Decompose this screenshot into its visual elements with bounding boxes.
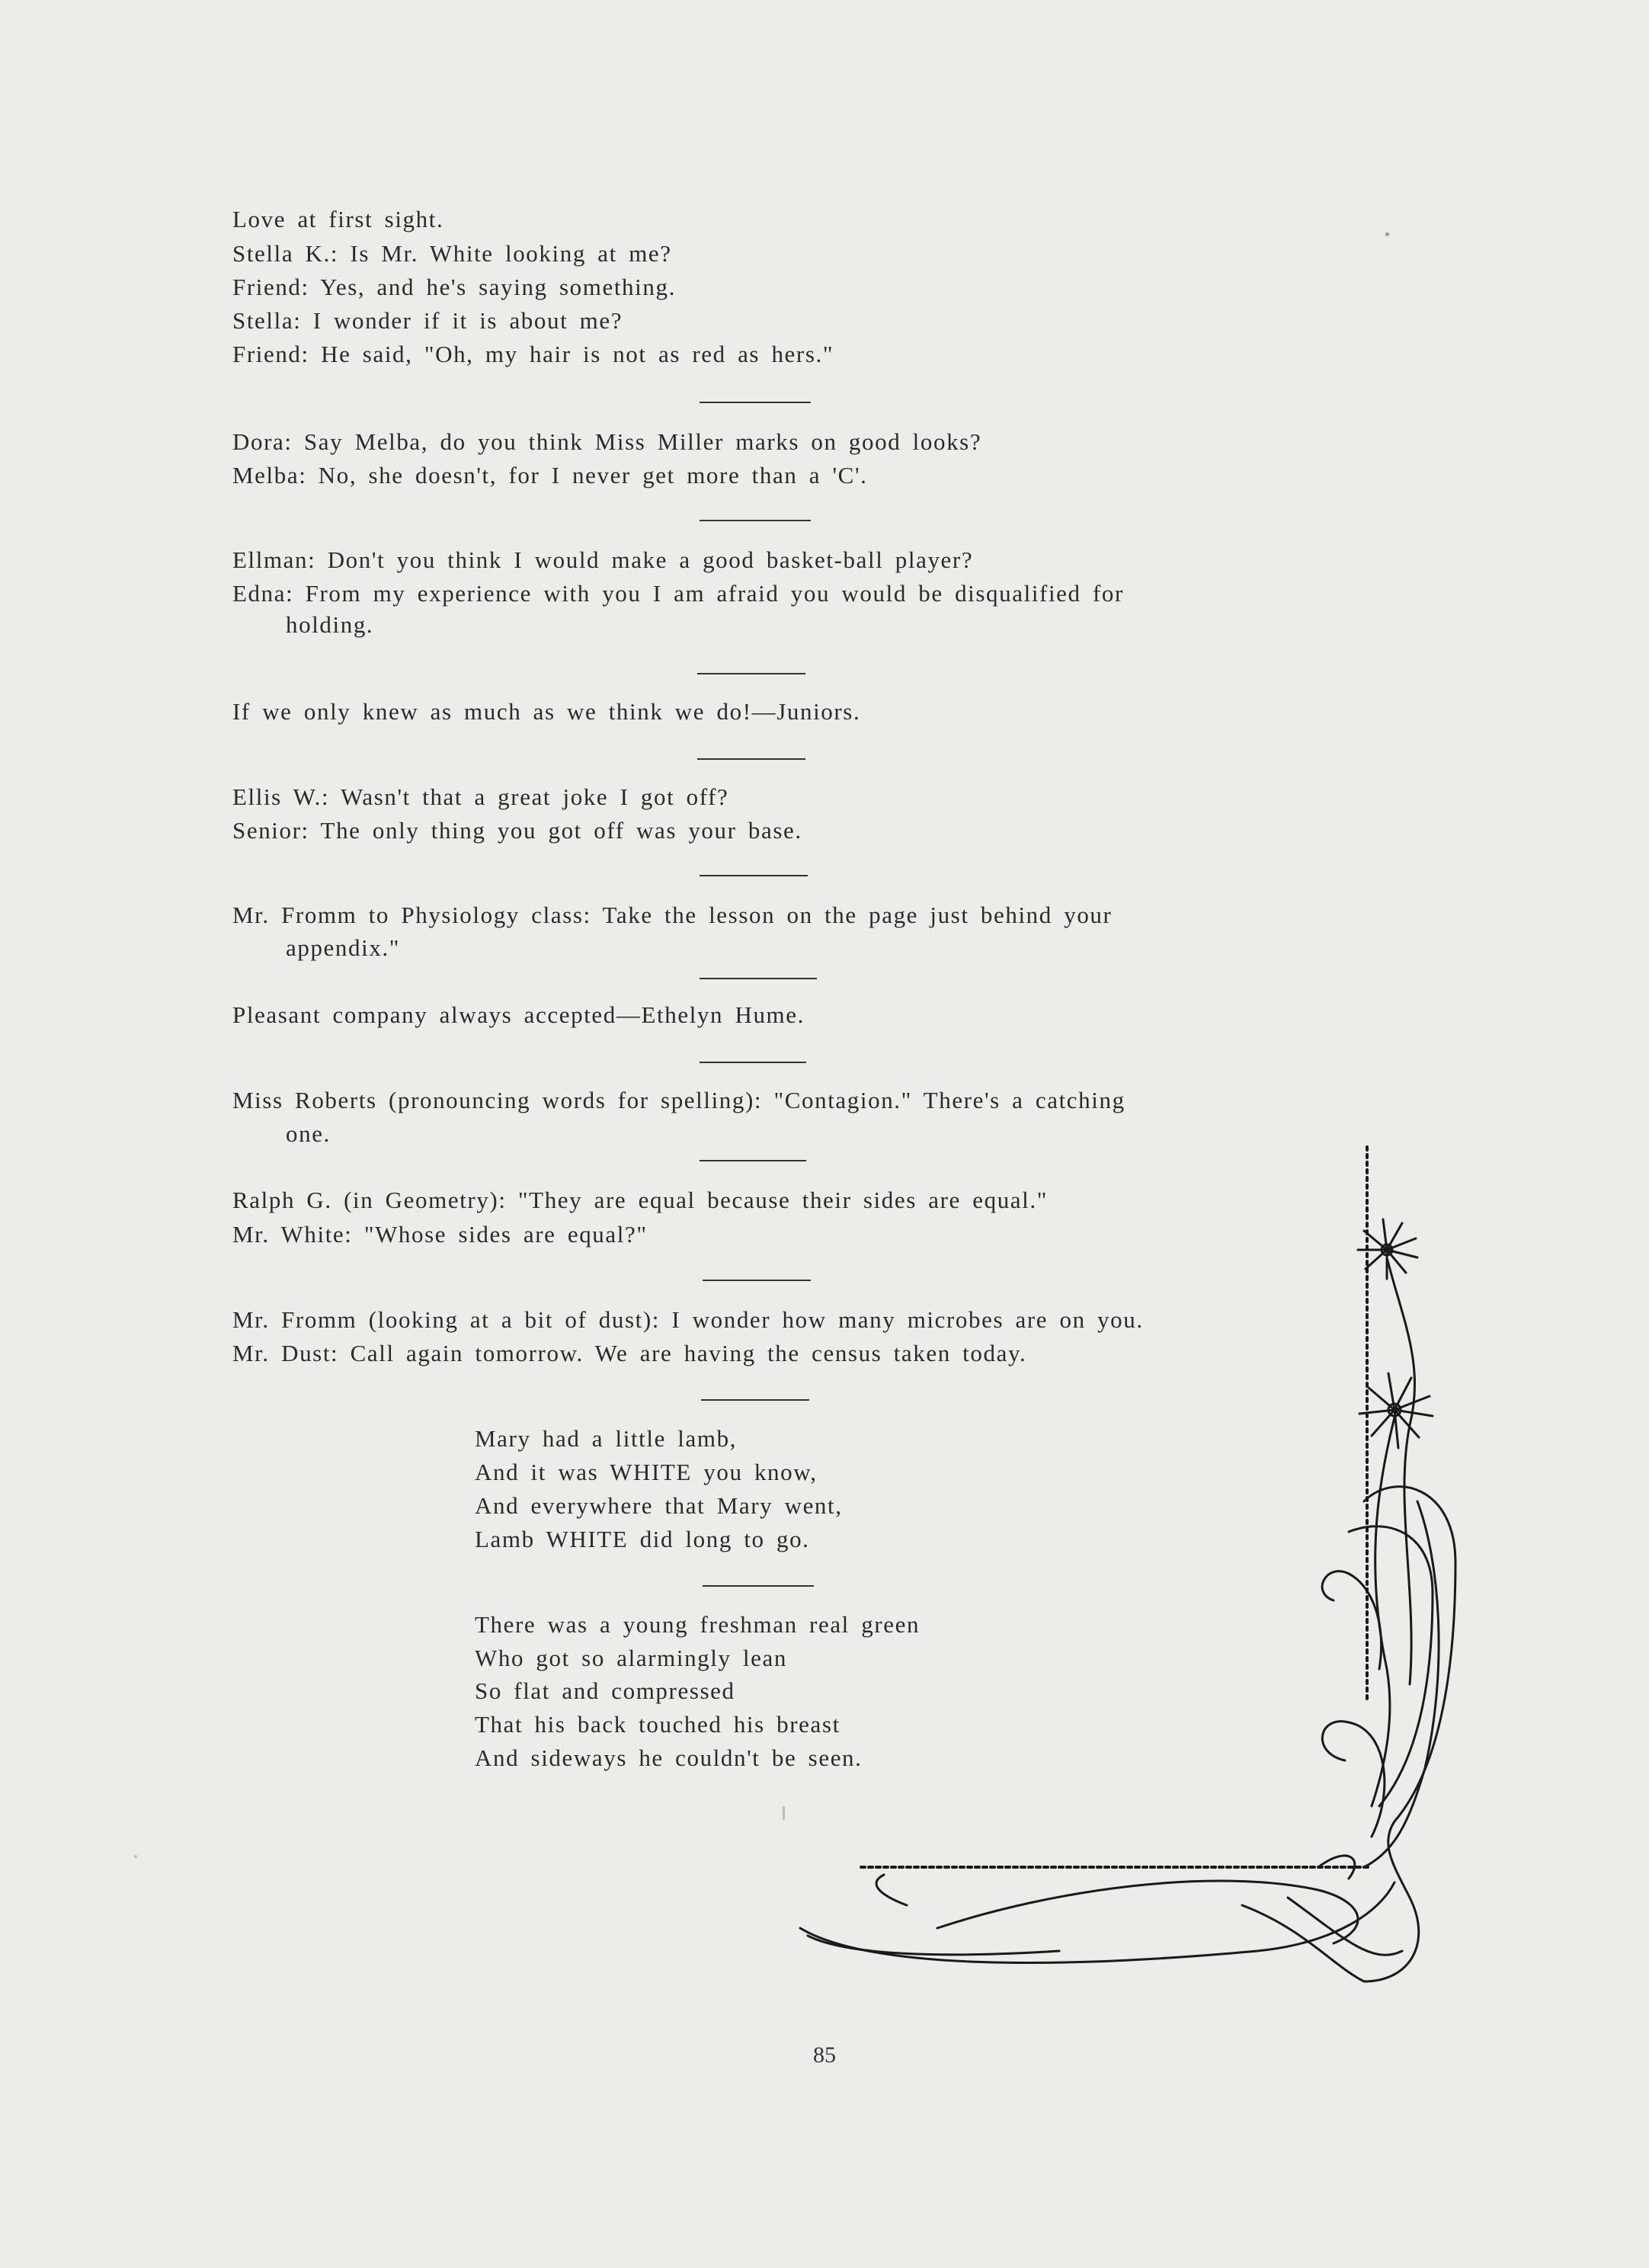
section-divider — [700, 978, 817, 979]
joke-line: Stella: I wonder if it is about me? — [232, 307, 623, 334]
poem-line: And everywhere that Mary went, — [475, 1492, 843, 1519]
joke-line: appendix." — [286, 934, 401, 961]
joke-line: Edna: From my experience with you I am afraid you would be disqualified for — [232, 580, 1124, 607]
paper-speck — [1385, 232, 1389, 236]
joke-line: one. — [286, 1120, 331, 1147]
poem-line: So flat and compressed — [475, 1677, 735, 1704]
joke-line: holding. — [286, 611, 374, 638]
joke-line: Stella K.: Is Mr. White looking at me? — [232, 240, 672, 267]
poem-line: Lamb WHITE did long to go. — [475, 1526, 810, 1552]
paper-speck — [134, 1855, 137, 1858]
joke-line: Pleasant company always accepted—Ethelyn Hume. — [232, 1001, 805, 1028]
poem-line: That his back touched his breast — [475, 1711, 841, 1738]
poem-line: And sideways he couldn't be seen. — [475, 1744, 863, 1771]
joke-line: Love at first sight. — [232, 206, 444, 232]
joke-line: Ralph G. (in Geometry): "They are equal because their sides are equal." — [232, 1187, 1048, 1213]
paper-speck — [783, 1806, 785, 1820]
page-number: 85 — [813, 2042, 836, 2068]
joke-line: Mr. White: "Whose sides are equal?" — [232, 1221, 648, 1248]
joke-line: Mr. Fromm to Physiology class: Take the lesson on the page just behind your — [232, 902, 1113, 928]
joke-line: Senior: The only thing you got off was your base. — [232, 817, 802, 844]
poem-line: There was a young freshman real green — [475, 1611, 921, 1638]
joke-line: Mr. Dust: Call again tomorrow. We are having the census taken today. — [232, 1340, 1027, 1366]
joke-line: Friend: Yes, and he's saying something. — [232, 274, 676, 300]
joke-line: Mr. Fromm (looking at a bit of dust): I wonder how many microbes are on you. — [232, 1306, 1144, 1333]
joke-line: Dora: Say Melba, do you think Miss Miller marks on good looks? — [232, 428, 982, 455]
section-divider — [697, 673, 805, 674]
poem-line: Mary had a little lamb, — [475, 1425, 738, 1452]
joke-line: Ellis W.: Wasn't that a great joke I got off? — [232, 783, 729, 810]
section-divider — [700, 875, 808, 876]
joke-line: Melba: No, she doesn't, for I never get more than a 'C'. — [232, 462, 868, 489]
joke-line: Ellman: Don't you think I would make a good basket-ball player? — [232, 546, 974, 573]
section-divider — [700, 520, 811, 521]
poem-line: Who got so alarmingly lean — [475, 1645, 787, 1671]
joke-line: If we only knew as much as we think we do!—Juniors. — [232, 698, 861, 725]
section-divider — [700, 402, 811, 403]
floral-corner-ornament-icon — [785, 1136, 1486, 1989]
section-divider — [697, 758, 805, 760]
joke-line: Miss Roberts (pronouncing words for spelling): "Contagion." There's a catching — [232, 1087, 1125, 1113]
joke-line: Friend: He said, "Oh, my hair is not as red as hers." — [232, 341, 834, 367]
poem-line: And it was WHITE you know, — [475, 1459, 818, 1485]
section-divider — [700, 1062, 806, 1063]
